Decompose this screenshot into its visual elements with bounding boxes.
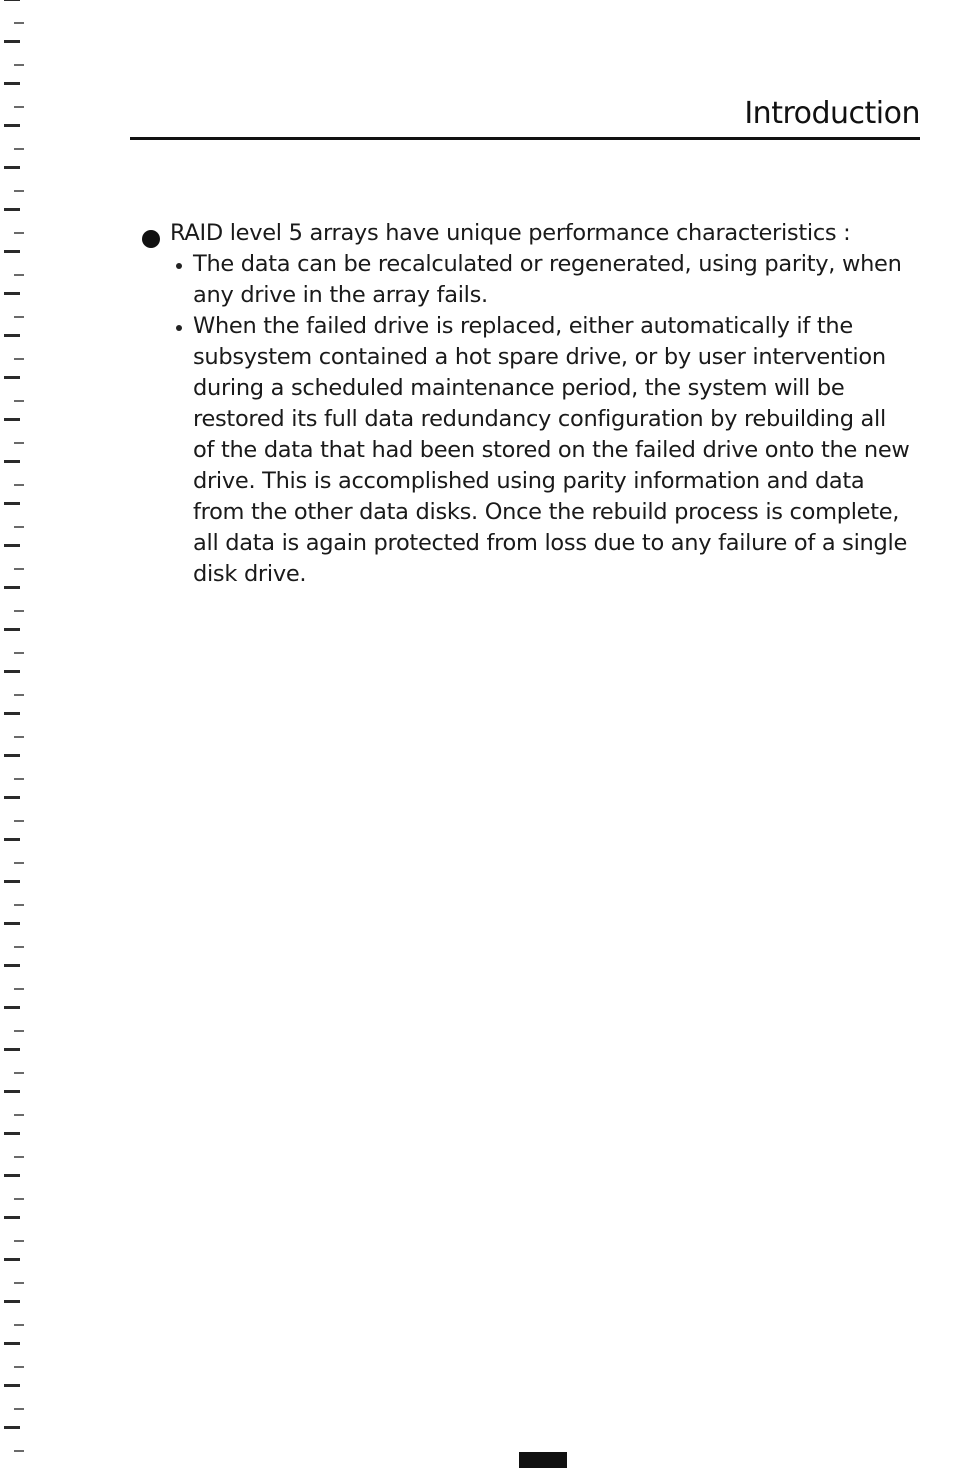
sub-bullet-item [176,249,912,311]
main-bullet-item [142,218,912,249]
sub-bullet-text: The data can be recalculated or regenerated, using parity, when any drive in the array fails. [193,251,902,308]
main-bullet-text: RAID level 5 arrays have unique performance characteristics : [170,220,851,246]
page-binding-marks [14,0,24,1468]
small-bullet-icon [176,325,182,331]
sub-bullet-text: When the failed drive is replaced, either automatically if the subsystem contained a hot spare drive, or by user intervention during a scheduled maintenance period, the system will be restored its full data redundancy configuration by rebuilding all of the data that had been stored on the failed drive onto the new drive. This is accomplished using parity information and data from the other data disks. Once the rebuild process is complete, all data is again protected from loss due to any failure of a single disk drive. [193,313,910,587]
page-number-tab [519,1452,567,1468]
bullet-dot-icon [142,230,160,248]
header-rule [130,137,920,140]
section-title: Introduction [744,96,920,131]
page-content [142,218,912,590]
sub-bullet-list [176,249,912,590]
sub-bullet-item [176,311,912,590]
small-bullet-icon [176,263,182,269]
